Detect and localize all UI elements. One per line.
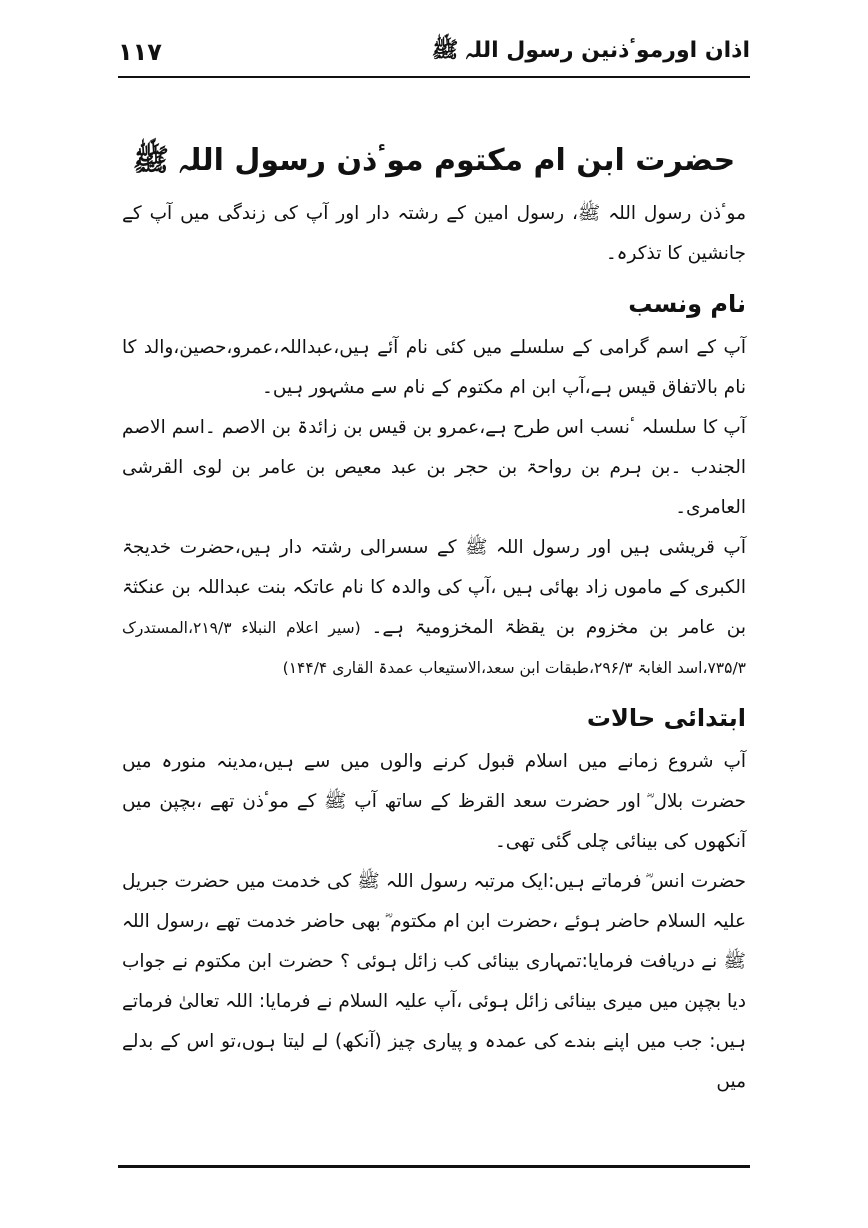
paragraph-early-life: آپ شروع زمانے میں اسلام قبول کرنے والوں میں سے ہیں،مدینہ منورہ میں حضرت بلال ؓ اور حضرت سعد القرظ کے ساتھ آپ ﷺ کے موٴذن تھے ،بچپن میں آنکھوں کی بینائی چلی گئی تھی۔ [122, 751, 746, 852]
paragraph-relations [122, 528, 746, 688]
section-heading-early-life: ابتدائی حالات [586, 704, 746, 732]
running-header [118, 28, 750, 78]
paragraph-names: آپ کے اسم گرامی کے سلسلے میں کئی نام آئے ہیں،عبداللہ،عمرو،حصین،والد کا نام بالاتفاق قیس ہے،آپ ابن ام مکتوم کے نام سے مشہور ہیں۔ [122, 337, 746, 398]
relations-text: آپ قریشی ہیں اور رسول اللہ ﷺ کے سسرالی رشتہ دار ہیں،حضرت خدیجۃ الکبری کے ماموں زاد بھائی ہیں ،آپ کی والدہ کا نام عاتکہ بنت عبداللہ بن عنکثۃ بن عامر بن مخزوم بن یقظۃ المخزومیۃ ہے۔ [122, 537, 746, 638]
bottom-rule [118, 1165, 750, 1168]
paragraph-lineage: آپ کا سلسلہ ٴنسب اس طرح ہے،عمرو بن قیس بن زائدۃ بن الاصم ۔اسم الاصم الجندب ۔بن ہرم بن رواحۃ بن حجر بن عبد معیص بن عامر بن لوی القرشی العامری۔ [122, 417, 746, 518]
source-references: (سیر اعلام النبلاء ۲۱۹/۳،المستدرک ۷۳۵/۳،اسد الغابۃ ۲۹۶/۳،طبقات ابن سعد،الاستیعاب عمدۃ القاری ۱۴۴/۴) [122, 619, 746, 677]
intro-paragraph: موٴذن رسول اللہ ﷺ، رسول امین کے رشتہ دار اور آپ کی زندگی میں آپ کے جانشین کا تذکرہ۔ [122, 203, 746, 264]
paragraph-anas-narration: حضرت انس ؓ فرماتے ہیں:ایک مرتبہ رسول اللہ ﷺ کی خدمت میں حضرت جبریل علیہ السلام حاضر ہوئے ،حضرت ابن ام مکتوم ؓ بھی حاضر خدمت تھے ،رسول اللہ ﷺ نے دریافت فرمایا:تمہاری بینائی کب زائل ہوئی ؟ حضرت ابن مکتوم نے جواب دیا بچپن میں میری بینائی زائل ہوئی ،آپ علیہ السلام نے فرمایا: اللہ تعالیٰ فرماتے ہیں: جب میں اپنے بندے کی عمدہ و پیاری چیز (آنکھ) لے لیتا ہوں،تو اس کے بدلے میں [122, 871, 746, 1092]
page-number: ۱۱۷ [118, 38, 162, 66]
page-content [122, 132, 746, 1102]
section-heading-name-lineage: نام ونسب [628, 290, 746, 318]
header-title: اذان اورموٴذنین رسول اللہ ﷺ [431, 38, 750, 63]
chapter-title: حضرت ابن ام مکتوم موٴذن رسول اللہ ﷺ [132, 143, 736, 178]
